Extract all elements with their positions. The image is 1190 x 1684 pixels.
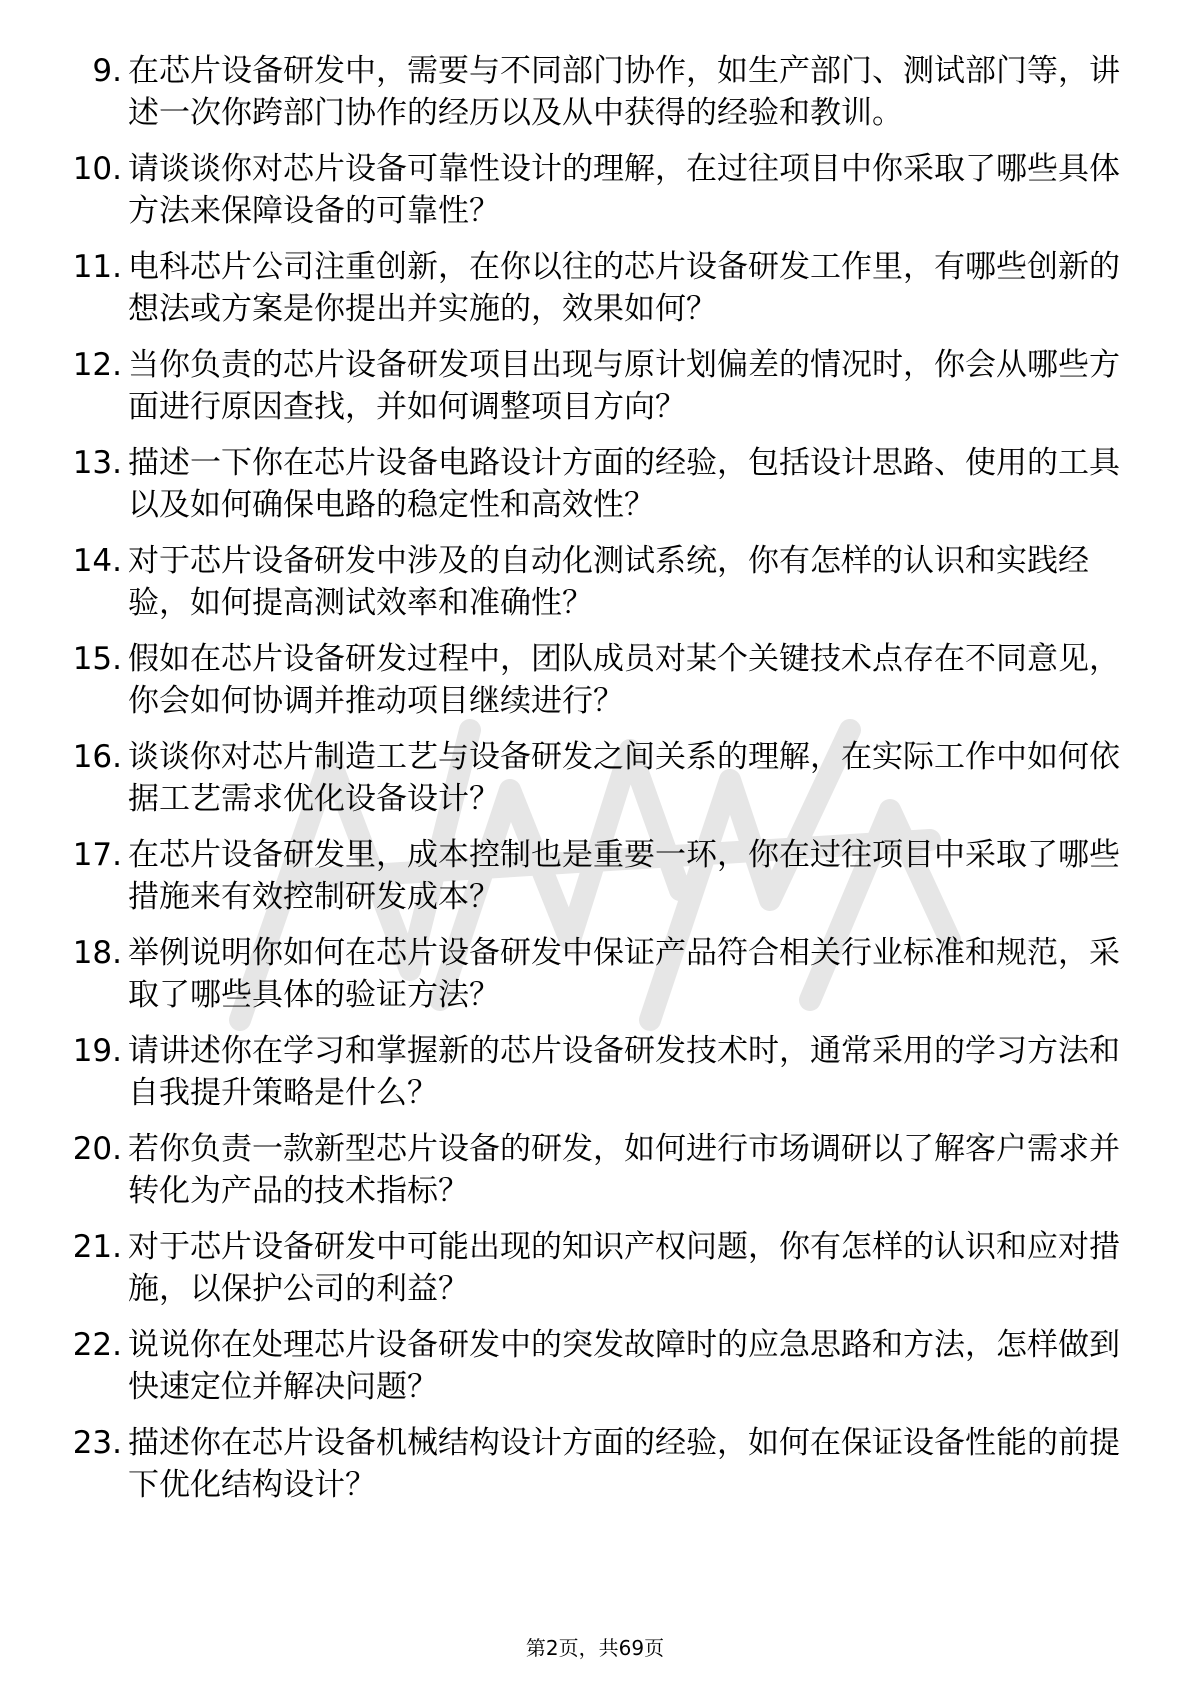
list-item — [60, 638, 1120, 722]
list-item — [60, 442, 1120, 526]
list-item — [60, 1422, 1120, 1506]
question-text: 举例说明你如何在芯片设备研发中保证产品符合相关行业标准和规范，采取了哪些具体的验证方法？ — [128, 935, 1120, 1013]
question-text: 当你负责的芯片设备研发项目出现与原计划偏差的情况时，你会从哪些方面进行原因查找，并如何调整项目方向？ — [128, 347, 1120, 425]
list-item — [60, 1324, 1120, 1408]
list-item — [60, 1226, 1120, 1310]
question-number: 16. — [72, 739, 122, 775]
list-item — [60, 1128, 1120, 1212]
question-text: 在芯片设备研发里，成本控制也是重要一环，你在过往项目中采取了哪些措施来有效控制研发成本？ — [128, 837, 1120, 915]
question-number: 10. — [72, 151, 122, 187]
question-text: 请谈谈你对芯片设备可靠性设计的理解，在过往项目中你采取了哪些具体方法来保障设备的可靠性？ — [128, 151, 1120, 229]
question-number: 11. — [72, 249, 122, 285]
question-text: 对于芯片设备研发中可能出现的知识产权问题，你有怎样的认识和应对措施，以保护公司的利益？ — [128, 1229, 1120, 1307]
list-item — [60, 540, 1120, 624]
question-number: 17. — [72, 837, 122, 873]
question-number: 15. — [72, 641, 122, 677]
list-item — [60, 1030, 1120, 1114]
list-item — [60, 50, 1120, 134]
question-number: 14. — [72, 543, 122, 579]
question-number: 19. — [72, 1033, 122, 1069]
question-number: 22. — [72, 1327, 122, 1363]
question-text: 请讲述你在学习和掌握新的芯片设备研发技术时，通常采用的学习方法和自我提升策略是什么？ — [128, 1033, 1120, 1111]
question-number: 18. — [72, 935, 122, 971]
question-text: 谈谈你对芯片制造工艺与设备研发之间关系的理解，在实际工作中如何依据工艺需求优化设备设计？ — [128, 739, 1120, 817]
question-text: 描述一下你在芯片设备电路设计方面的经验，包括设计思路、使用的工具以及如何确保电路的稳定性和高效性？ — [128, 445, 1120, 523]
question-text: 描述你在芯片设备机械结构设计方面的经验，如何在保证设备性能的前提下优化结构设计？ — [128, 1425, 1120, 1503]
question-list — [60, 50, 1120, 1520]
list-item — [60, 246, 1120, 330]
list-item — [60, 736, 1120, 820]
question-text: 在芯片设备研发中，需要与不同部门协作，如生产部门、测试部门等，讲述一次你跨部门协作的经历以及从中获得的经验和教训。 — [128, 53, 1120, 131]
question-number: 13. — [72, 445, 122, 481]
question-text: 若你负责一款新型芯片设备的研发，如何进行市场调研以了解客户需求并转化为产品的技术指标？ — [128, 1131, 1120, 1209]
list-item — [60, 344, 1120, 428]
question-number: 12. — [72, 347, 122, 383]
question-text: 对于芯片设备研发中涉及的自动化测试系统，你有怎样的认识和实践经验，如何提高测试效率和准确性？ — [128, 543, 1089, 621]
list-item — [60, 932, 1120, 1016]
list-item — [60, 148, 1120, 232]
question-text: 说说你在处理芯片设备研发中的突发故障时的应急思路和方法，怎样做到快速定位并解决问题？ — [128, 1327, 1120, 1405]
question-text: 假如在芯片设备研发过程中，团队成员对某个关键技术点存在不同意见，你会如何协调并推动项目继续进行？ — [128, 641, 1120, 719]
question-number: 23. — [72, 1425, 122, 1461]
page-number: 第2页，共69页 — [525, 1636, 665, 1660]
list-item — [60, 834, 1120, 918]
page-footer — [0, 1634, 1190, 1662]
question-number: 21. — [72, 1229, 122, 1265]
question-text: 电科芯片公司注重创新，在你以往的芯片设备研发工作里，有哪些创新的想法或方案是你提出并实施的，效果如何？ — [128, 249, 1120, 327]
question-number: 9. — [92, 53, 122, 89]
question-number: 20. — [72, 1131, 122, 1167]
